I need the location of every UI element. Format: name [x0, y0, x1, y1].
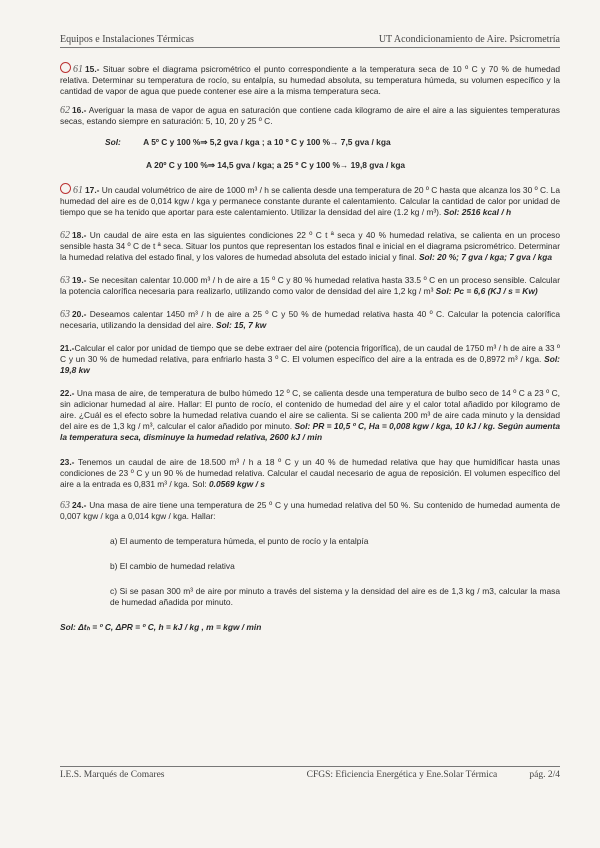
problem-15-number: 15.- — [85, 64, 100, 74]
problem-18 — [60, 230, 560, 263]
problem-24 — [60, 500, 560, 522]
problem-16-sol-a2: A 20º C y 100 %⇒ 14,5 gva / kga; a 25 º C y 100 %→ 19,8 gva / kga — [146, 160, 406, 170]
problem-list — [60, 62, 560, 633]
footer-left: I.E.S. Marqués de Comares — [60, 770, 165, 780]
problem-21-text: Calcular el calor por unidad de tiempo que se debe extraer del aire (potencia frigorífica), de un caudal de 1750 m³ / h de aire a 33 º C y un 30 % de humedad relativa, para enfriarlo hasta 3 º C. El volumen específico del aire a la entrada es de 0,8972 m³ / kga. — [60, 343, 560, 364]
problem-21 — [60, 343, 560, 376]
problem-20-mark: 63 — [60, 309, 70, 320]
problem-20-text: Deseamos calentar 1450 m³ / h de aire a 25 º C y 50 % de humedad relativa hasta 40 º C. Calcular la potencia calorífica necesaria, utilizando la densidad del aire. — [60, 309, 560, 330]
problem-18-number: 18.- — [72, 230, 87, 240]
problem-16-sol-a1: A 5º C y 100 %⇒ 5,2 gva / kga ; a 10 º C y 100 %→ 7,5 gva / kga — [143, 137, 391, 147]
problem-18-mark: 62 — [60, 230, 70, 241]
footer-page-number: pág. 2/4 — [529, 770, 560, 780]
problem-15 — [60, 62, 560, 97]
problem-18-text: Un caudal de aire esta en las siguientes condiciones 22 º C t ª seca y 40 % humedad relativa, se calienta en un proceso sensible hasta 34 º C de t ª seca. Situar los puntos que representan los estados final e inicial en el diagrama psicrométrico. Determinar la humedad relativa del estado final, y los valores de humedad absoluta del estado inicial y final. — [60, 230, 560, 262]
problem-15-mark: 61 — [73, 64, 83, 75]
problem-17-mark: 61 — [73, 185, 83, 196]
header-right: UT Acondicionamiento de Aire. Psicrometría — [378, 34, 560, 45]
problem-19-text: Se necesitan calentar 10.000 m³ / h de aire a 15 º C y 80 % humedad relativa hasta 33.5 º C en un proceso sensible. Calcular la potencia calorífica necesaria para realizarlo, utilizando como valor de densidad del aire 1,2 kg / m³ — [60, 275, 560, 296]
problem-24-text: Una masa de aire tiene una temperatura de 25 º C y una humedad relativa del 50 %. Su contenido de humedad aumenta de 0,007 kgw / kga a 0,014 kgw / kga. Hallar: — [60, 500, 560, 521]
problem-23-sol-label: Sol: — [189, 479, 207, 489]
problem-20-number: 20.- — [72, 309, 87, 319]
problem-17 — [60, 183, 560, 218]
problem-19-number: 19.- — [72, 275, 87, 285]
problem-22 — [60, 388, 560, 443]
problem-24-number: 24.- — [72, 500, 87, 510]
circle-mark-icon — [60, 183, 71, 194]
header-left: Equipos e Instalaciones Térmicas — [60, 34, 194, 45]
problem-17-number: 17.- — [85, 185, 100, 195]
page-footer — [60, 766, 560, 780]
problem-19-solution: Sol: Pc = 6,6 (KJ / s = Kw) — [433, 286, 538, 296]
problem-23 — [60, 457, 560, 490]
problem-24-option-a: a) El aumento de temperatura húmeda, el punto de rocío y la entalpía — [110, 536, 369, 546]
problem-24-option-c: c) Si se pasan 300 m³ de aire por minuto a través del sistema y la densidad del aire es de 1,3 kg / m3, calcular la masa de humedad añadida por minuto. — [110, 586, 560, 607]
footer-center: CFGS: Eficiencia Energética y Ene.Solar Térmica — [306, 770, 498, 780]
problem-21-number: 21.- — [60, 343, 75, 353]
problem-22-number: 22.- — [60, 388, 75, 398]
problem-19 — [60, 275, 560, 297]
problem-21-solution: Sol: 19,8 kw — [60, 354, 560, 375]
problem-22-solution: Sol: PR = 10,5 º C, Ha = 0,008 kgw / kga, 10 kJ / kg. Según aumenta la temperatura seca, disminuye la humedad relativa, 2600 kJ / min — [60, 421, 560, 442]
problem-16-solution-2 — [60, 160, 560, 171]
problem-18-solution: Sol: 20 %; 7 gva / kga; 7 gva / kga — [416, 252, 553, 262]
problem-20-solution: Sol: 15, 7 kw — [213, 320, 267, 330]
problem-24-option-b: b) El cambio de humedad relativa — [110, 561, 235, 571]
problem-16-sol-label: Sol: — [105, 137, 121, 147]
problem-19-mark: 63 — [60, 275, 70, 286]
problem-24-solution: Sol: Δtₕ = º C, ΔPR = º C, h = kJ / kg , m = kgw / min — [60, 622, 262, 632]
problem-22-text: Una masa de aire, de temperatura de bulbo húmedo 12 º C, se calienta desde una temperatura de bulbo seco de 14 º C a 23 º C, sin adicionar humedad al aire. Hallar: El punto de rocío, el contenido de humedad del aire y el calor total añadido por kilogramo de aire. ¿Cuál es el efecto sobre la humedad relativa cuando el aire se calienta. Si se calienta 200 m³ de aire cada minuto y la densidad del aire es de 1,3 kg / m³, calcular el calor añadido por minuto. — [60, 388, 560, 431]
problem-16-text: Averiguar la masa de vapor de agua en saturación que contiene cada kilogramo de aire el aire a las siguientes temperaturas secas, estando siempre en saturación: 5, 10, 20 y 25 º C. — [60, 105, 560, 126]
problem-16-mark: 62 — [60, 105, 70, 116]
problem-16-solution-1 — [60, 137, 560, 148]
problem-23-number: 23.- — [60, 457, 75, 467]
problem-16 — [60, 105, 560, 127]
problem-16-number: 16.- — [72, 105, 87, 115]
circle-mark-icon — [60, 62, 71, 73]
problem-23-text: Tenemos un caudal de aire de 18.500 m³ / h a 18 º C y un 40 % de humedad relativa que hay que humidificar hasta unas condiciones de 23 º C y un 90 % de humedad relativa. Calcular el caudal necesario de agua de reposición. El volumen específico del aire a la entrada es 0,831 m³ / kga. — [60, 457, 560, 489]
problem-24-mark: 63 — [60, 500, 70, 511]
problem-17-text: Un caudal volumétrico de aire de 1000 m³ / h se calienta desde una temperatura de 20 º C hasta que alcanza los 30 º C. La humedad del aire es de 0,014 kgw / kga y permanece constante durante el calentamiento. Calcular la cantidad de calor por unidad de tiempo que se ha tenido que aportar para este calentamiento. Utilizar la densidad del aire (1.2 kg / m³). — [60, 185, 560, 217]
problem-23-solution: 0.0569 kgw / s — [208, 479, 265, 489]
problem-17-solution: Sol: 2516 kcal / h — [441, 207, 512, 217]
problem-15-text: Situar sobre el diagrama psicrométrico el punto correspondiente a la temperatura seca de 10 º C y 70 % de humedad relativa. Determinar su temperatura de rocío, su entalpía, su humedad absoluta, su temperatura húmeda, su volumen específico y la cantidad de vapor de agua que puede contener ese aire a la misma temperatura seca. — [60, 64, 560, 96]
problem-20 — [60, 309, 560, 331]
page-header — [60, 34, 560, 48]
